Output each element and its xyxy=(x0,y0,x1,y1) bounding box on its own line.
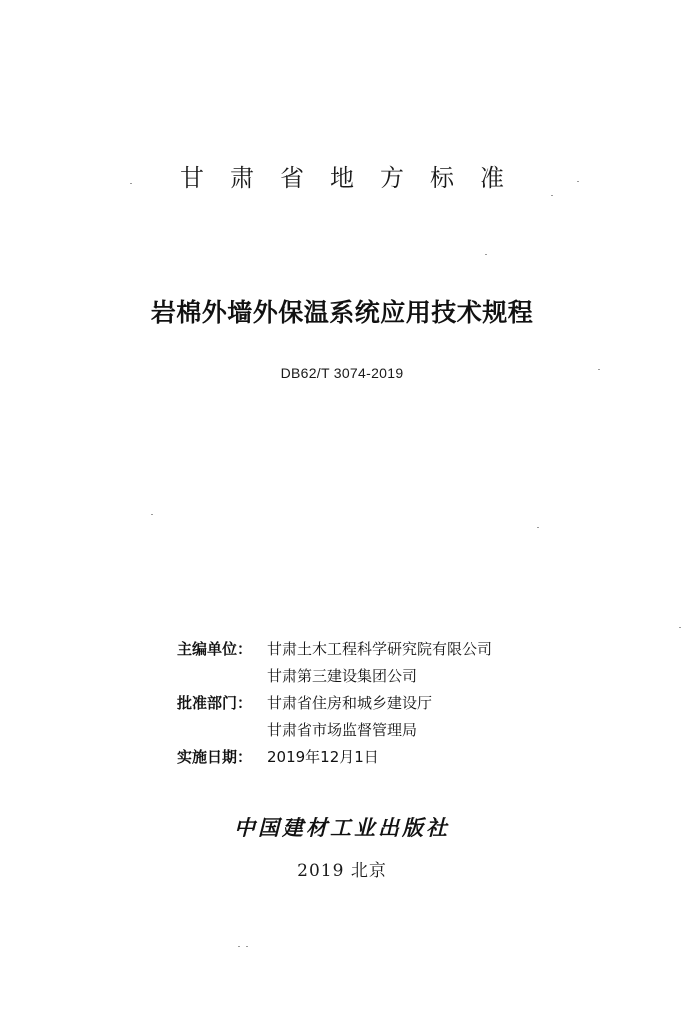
scan-speck xyxy=(238,946,240,947)
publication-place-year: 2019 北京 xyxy=(297,861,387,881)
publisher-name: 中国建材工业出版社 xyxy=(234,815,450,840)
scan-speck xyxy=(485,254,487,255)
info-value: 甘肃省市场监督管理局 xyxy=(267,721,418,739)
scan-speck xyxy=(551,195,553,196)
info-label: 主编单位： xyxy=(177,640,253,658)
scan-speck xyxy=(577,181,579,182)
scan-speck xyxy=(246,946,248,947)
scan-speck xyxy=(130,183,132,184)
info-label: 实施日期： xyxy=(177,748,253,766)
info-row-chief-editor xyxy=(177,636,492,663)
info-value: 甘肃省住房和城乡建设厅 xyxy=(267,694,433,712)
info-label xyxy=(177,663,267,690)
info-value: 甘肃土木工程科学研究院有限公司 xyxy=(267,640,493,658)
info-block xyxy=(177,636,492,771)
info-value: 甘肃第三建设集团公司 xyxy=(267,667,418,685)
scan-speck xyxy=(151,514,153,515)
scan-speck xyxy=(598,369,600,370)
standard-type-heading: 甘肃省地方标准 xyxy=(180,164,530,192)
info-row-chief-editor-2 xyxy=(177,663,492,690)
info-row-effective-date xyxy=(177,744,492,771)
info-label xyxy=(177,717,267,744)
info-row-approval-dept xyxy=(177,690,492,717)
scan-speck xyxy=(679,627,681,628)
info-value: 2019年12月1日 xyxy=(267,748,379,766)
info-row-approval-dept-2 xyxy=(177,717,492,744)
scan-speck xyxy=(537,527,539,528)
info-label: 批准部门： xyxy=(177,694,253,712)
standard-code: DB62/T 3074-2019 xyxy=(280,365,404,381)
document-title: 岩棉外墙外保温系统应用技术规程 xyxy=(150,298,534,327)
